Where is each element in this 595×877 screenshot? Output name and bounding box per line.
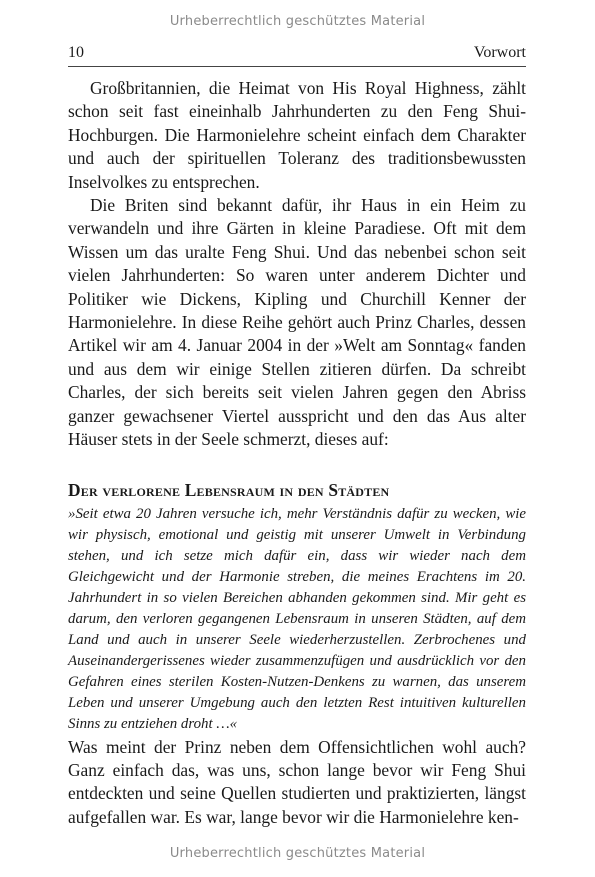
running-section-title: Vorwort xyxy=(473,44,526,61)
copyright-watermark-top: Urheberrechtlich geschütztes Material xyxy=(169,14,426,29)
page-body xyxy=(68,77,526,829)
body-paragraph: Was meint der Prinz neben dem Offensichtlichen wohl auch? Ganz einfach das, was uns, schon lange bevor wir Feng Shui entdeckten und seine Quellen studierten und praktizierten, längst aufgefallen war. Es war, lange bevor wir die Harmonielehre ken- xyxy=(68,736,526,827)
block-quote: »Seit etwa 20 Jahren versuche ich, mehr Verständnis dafür zu wecken, wie wir physisch, emotional und geistig mit unserer Umwelt in Verbindung stehen, und ich setze mich dafür ein, dass wir wieder nach dem Gleichgewicht und der Harmonie streben, die meines Erachtens im 20. Jahrhundert in so vielen Bereichen abhanden gekommen sind. Mir geht es darum, den verloren gegangenen Lebensraum in unseren Städten, auf dem Land und auch in unserer Seele wiederherzustellen. Zerbrochenes und Auseinandergerissenes wieder zusammenzufügen und ausdrücklich vor den Gefahren eines sterilen Kosten-Nutzen-Denkens zu warnen, das unserem Leben und unserer Umgebung auch den letzten Rest intuitiven kulturellen Sinns zu entziehen droht …« xyxy=(68,505,526,733)
running-header xyxy=(68,44,526,67)
body-paragraph: Die Briten sind bekannt dafür, ihr Haus in ein Heim zu verwandeln und ihre Gärten in kleine Paradiese. Oft mit dem Wissen um das uralte Feng Shui. Und das nebenbei schon seit vielen Jahrhunderten: So waren unter anderem Dichter und Politiker wie Dickens, Kipling und Churchill Kenner der Harmonielehre. In diese Reihe gehört auch Prinz Charles, dessen Artikel wir am 4. Januar 2004 in der »Welt am Sonntag« fanden und aus dem wir einige Stellen zitieren dürfen. Da schreibt Charles, der sich bereits seit vielen Jahren gegen den Abriss ganzer gewachsener Viertel ausspricht und den das Aus alter Häuser stets in der Seele schmerzt, dieses auf: xyxy=(68,195,526,450)
page-number: 10 xyxy=(68,44,84,61)
copyright-watermark-bottom: Urheberrechtlich geschütztes Material xyxy=(169,846,426,861)
body-paragraph: Großbritannien, die Heimat von His Royal Highness, zählt schon seit fast eineinhalb Jahrhunderten zu den Feng Shui-Hochburgen. Die Harmonielehre scheint einfach dem Charakter und auch der spirituellen Toleranz des traditionsbewussten Inselvolkes zu entsprechen. xyxy=(68,78,526,192)
section-heading: Der verlorene Lebensraum in den Städten xyxy=(68,479,390,500)
